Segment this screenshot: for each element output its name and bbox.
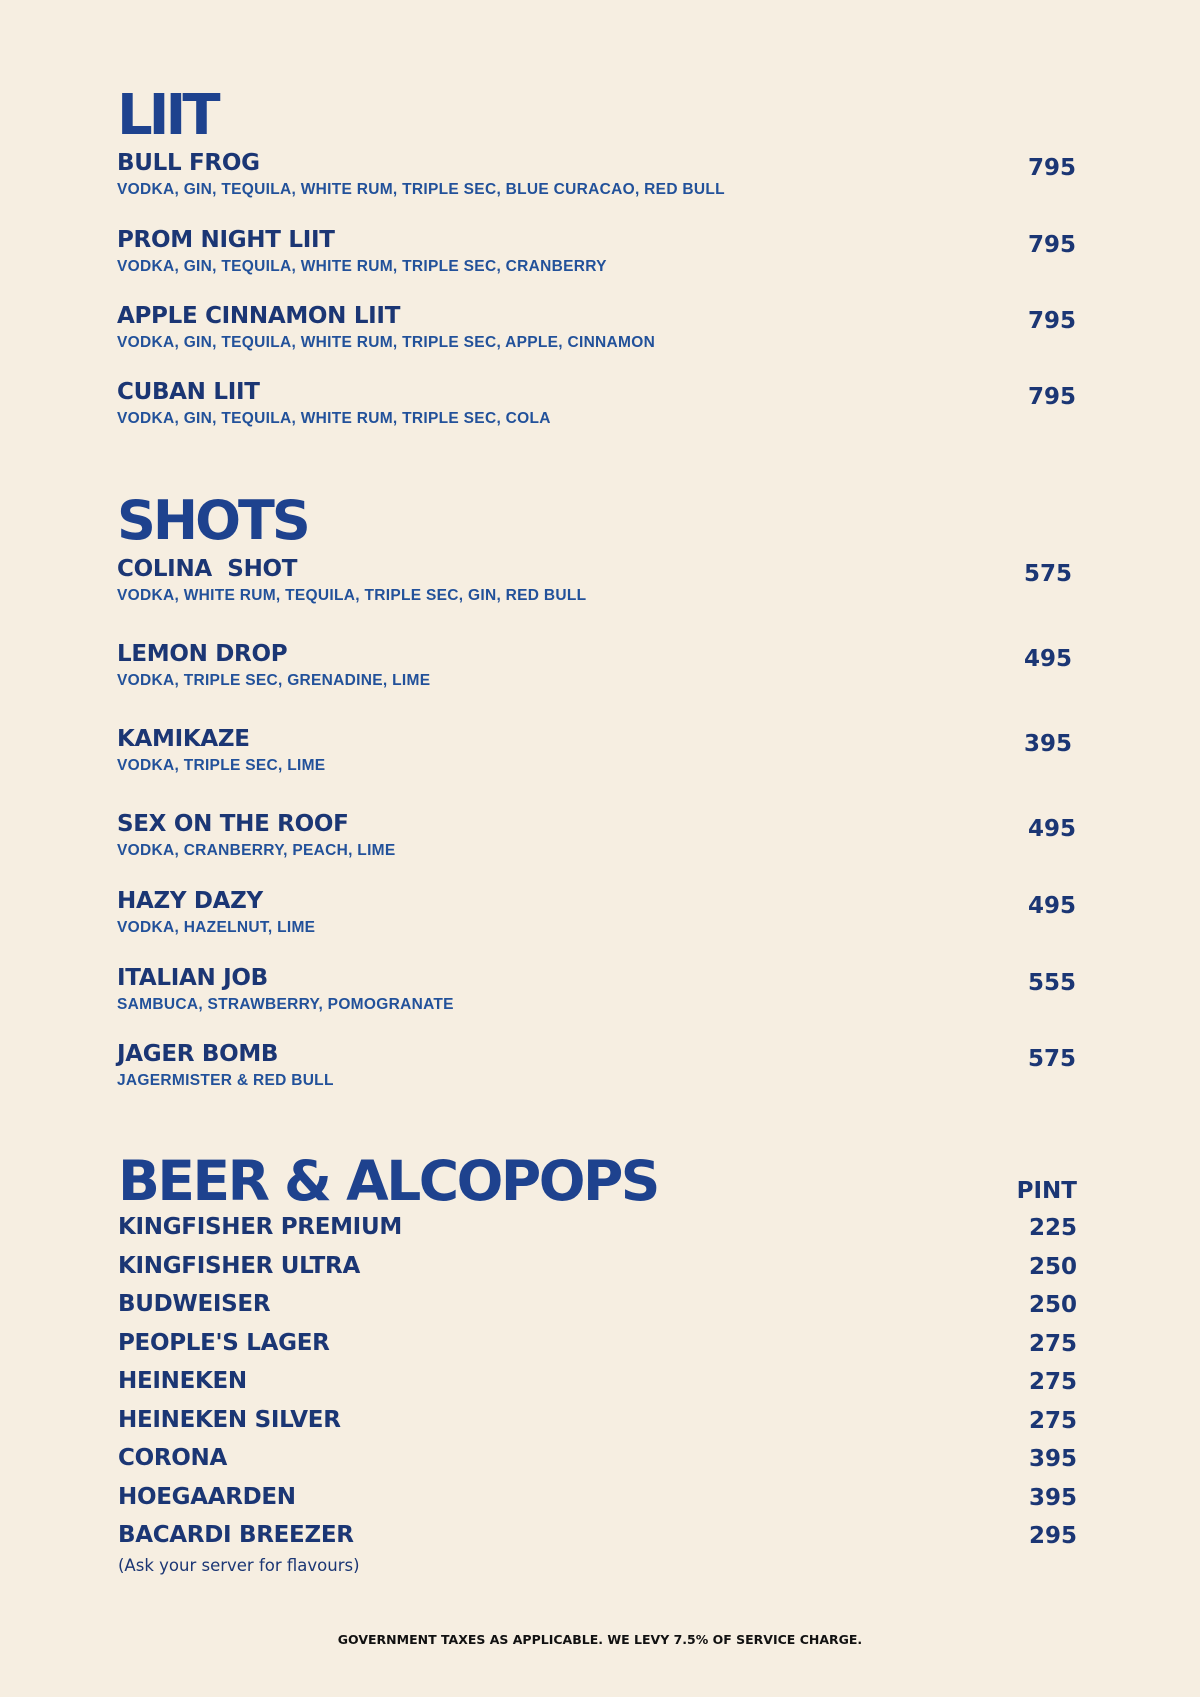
item-price: 495: [1027, 893, 1076, 919]
item-name: HEINEKEN: [118, 1368, 247, 1394]
item-price: 250: [1028, 1253, 1077, 1280]
item-description: VODKA, GIN, TEQUILA, WHITE RUM, TRIPLE SEC, COLA: [117, 410, 551, 428]
item-name: CORONA: [118, 1445, 227, 1471]
item-name: CUBAN LIIT: [117, 379, 260, 405]
item-price: 495: [1027, 816, 1076, 842]
item-price: 795: [1027, 308, 1076, 334]
item-name: HEINEKEN SILVER: [118, 1406, 341, 1433]
item-description: VODKA, CRANBERRY, PEACH, LIME: [117, 842, 396, 860]
menu-item: [117, 642, 1074, 689]
item-price: 225: [1028, 1215, 1077, 1241]
item-name: PROM NIGHT LIIT: [117, 227, 335, 253]
item-description: VODKA, TRIPLE SEC, GRENADINE, LIME: [117, 672, 431, 690]
section-title-liit: LIIT: [117, 83, 217, 148]
menu-item: [117, 966, 1074, 1013]
menu-item: [117, 557, 1074, 604]
item-name: JAGER BOMB: [117, 1041, 279, 1067]
item-name: PEOPLE'S LAGER: [118, 1329, 330, 1356]
item-name: KAMIKAZE: [117, 726, 250, 752]
menu-item: [117, 727, 1074, 774]
item-description: JAGERMISTER & RED BULL: [117, 1072, 334, 1090]
item-description: VODKA, WHITE RUM, TEQUILA, TRIPLE SEC, GIN, RED BULL: [117, 587, 587, 605]
menu-item: [117, 304, 1074, 351]
item-description: VODKA, GIN, TEQUILA, WHITE RUM, TRIPLE SEC, BLUE CURACAO, RED BULL: [117, 181, 725, 199]
item-price: 555: [1027, 970, 1076, 996]
section-beer-alcopops: [118, 1149, 1077, 1575]
item-description: VODKA, GIN, TEQUILA, WHITE RUM, TRIPLE SEC, CRANBERRY: [117, 258, 607, 276]
beer-row: [118, 1215, 1075, 1254]
item-name: SEX ON THE ROOF: [117, 811, 349, 837]
item-price: 275: [1028, 1407, 1077, 1434]
item-price: 275: [1028, 1330, 1077, 1357]
item-price: 395: [1023, 731, 1072, 757]
item-price: 795: [1027, 384, 1076, 410]
flavours-note: (Ask your server for flavours): [118, 1555, 360, 1575]
item-description: VODKA, TRIPLE SEC, LIME: [117, 757, 326, 775]
beer-list: [118, 1215, 1075, 1575]
item-name: LEMON DROP: [117, 641, 288, 667]
item-price: 495: [1023, 646, 1072, 672]
menu-item: [117, 812, 1074, 859]
item-name: APPLE CINNAMON LIIT: [117, 303, 401, 329]
beer-row: [118, 1292, 1075, 1331]
beer-row: [118, 1331, 1075, 1370]
item-name: HOEGAARDEN: [118, 1483, 296, 1510]
beer-row: [118, 1369, 1075, 1408]
item-name: BACARDI BREEZER: [118, 1522, 354, 1548]
item-name: BUDWEISER: [118, 1291, 271, 1317]
beer-row: [118, 1523, 1075, 1562]
menu-item: [117, 380, 1074, 427]
beer-row: [118, 1485, 1075, 1524]
item-name: BULL FROG: [117, 150, 260, 176]
menu-item: [117, 228, 1074, 275]
beer-row: [118, 1446, 1075, 1485]
item-name: KINGFISHER ULTRA: [118, 1252, 360, 1279]
menu-item: [117, 889, 1074, 936]
item-name: HAZY DAZY: [117, 888, 263, 914]
footer-tax-note: GOVERNMENT TAXES AS APPLICABLE. WE LEVY 7.5% OF SERVICE CHARGE.: [337, 1632, 863, 1647]
menu-item: [117, 1042, 1074, 1089]
pint-column-header: PINT: [1016, 1178, 1077, 1204]
item-price: 795: [1027, 155, 1076, 181]
beer-row: [118, 1254, 1075, 1293]
menu-item: [117, 151, 1074, 198]
item-name: KINGFISHER PREMIUM: [118, 1214, 402, 1240]
item-price: 575: [1027, 1046, 1076, 1072]
item-price: 295: [1028, 1523, 1077, 1549]
item-price: 250: [1028, 1292, 1077, 1318]
item-description: SAMBUCA, STRAWBERRY, POMOGRANATE: [117, 996, 454, 1014]
item-name: ITALIAN JOB: [117, 965, 268, 991]
item-price: 395: [1028, 1484, 1077, 1511]
item-description: VODKA, HAZELNUT, LIME: [117, 919, 316, 937]
section-liit: [117, 83, 1076, 428]
section-title-shots: SHOTS: [117, 489, 308, 552]
item-price: 795: [1027, 232, 1076, 258]
item-price: 395: [1028, 1446, 1077, 1472]
item-price: 275: [1028, 1369, 1077, 1395]
item-description: VODKA, GIN, TEQUILA, WHITE RUM, TRIPLE SEC, APPLE, CINNAMON: [117, 334, 656, 352]
item-price: 575: [1023, 561, 1072, 587]
beer-row: [118, 1408, 1075, 1447]
item-name: COLINA SHOT: [117, 556, 298, 582]
section-shots: [117, 489, 1076, 1090]
section-title-beer: BEER & ALCOPOPS: [118, 1149, 658, 1213]
